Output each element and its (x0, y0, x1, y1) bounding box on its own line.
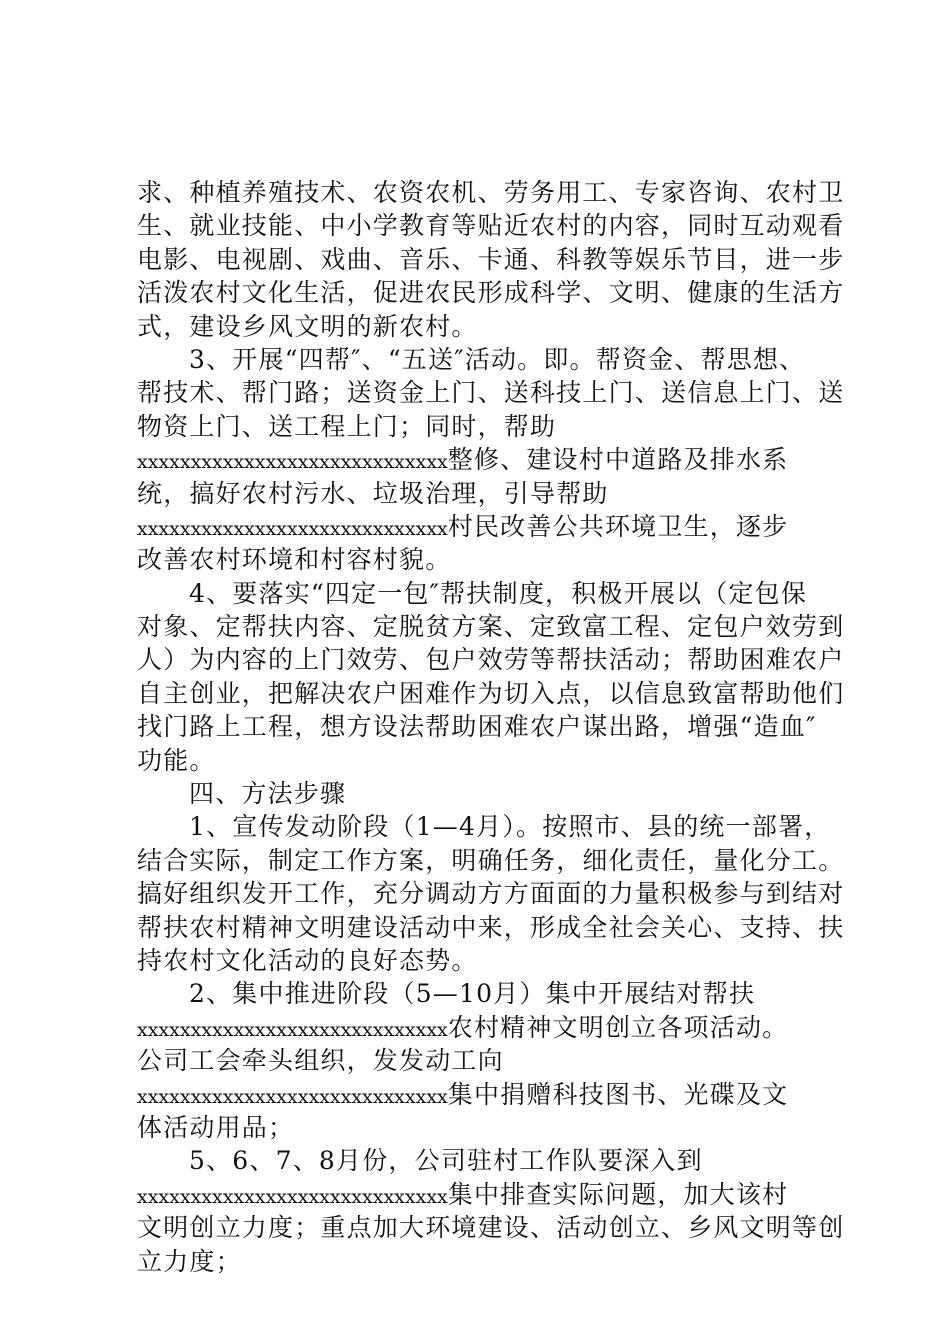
line-text: 立力度； (137, 1246, 242, 1276)
line-text: 体活动用品； (137, 1112, 295, 1142)
placeholder-text: xxxxxxxxxxxxxxxxxxxxxxxxxxxxx (137, 517, 448, 540)
text-line (137, 310, 827, 343)
line-text: 公司工会牵头组织，发发动工向 (137, 1046, 504, 1076)
text-line (137, 810, 831, 843)
line-text: 集中排查实际问题，加大该村 (447, 1179, 789, 1209)
text-line (137, 1178, 827, 1211)
text-line (137, 176, 845, 209)
line-text: 活泼农村文化生活，促进农民形成科学、文明、健康的生活方 (137, 278, 845, 308)
text-line (137, 1144, 827, 1177)
line-text: 文明创立力度；重点加大环境建设、活动创立、乡风文明等创 (137, 1213, 845, 1243)
line-text: 找门路上工程，想方设法帮助困难农户谋出路，增强“造血″ (137, 712, 817, 742)
text-line (137, 777, 827, 810)
line-text: 帮扶农村精神文明建设活动中来，形成全社会关心、支持、扶 (137, 912, 845, 942)
text-line (137, 276, 845, 309)
text-line (137, 443, 827, 476)
line-text: 自主创业，把解决农户困难作为切入点，以信息致富帮助他们 (137, 678, 845, 708)
text-line (137, 677, 845, 710)
text-line (137, 410, 827, 443)
line-text: 搞好组织发开工作，充分调动方方面面的力量积极参与到结对 (137, 879, 845, 909)
line-text: 1、宣传发动阶段（1—4月）。按照市、县的统一部署， (189, 812, 831, 842)
text-line (137, 543, 827, 576)
line-text: 4、要落实“四定一包″帮扶制度，积极开展以（定包保 (189, 578, 808, 608)
line-text: 持农村文化活动的良好态势。 (137, 945, 478, 975)
line-text: 农村精神文明创立各项活动。 (447, 1012, 789, 1042)
text-line (137, 209, 845, 242)
text-line (137, 1044, 827, 1077)
text-line (137, 1011, 827, 1044)
text-line (137, 877, 845, 910)
line-text: 求、种植养殖技术、农资农机、劳务用工、专家咨询、农村卫 (137, 178, 845, 207)
text-line (137, 1078, 827, 1111)
text-line (137, 710, 827, 743)
text-line (137, 510, 827, 543)
text-line (137, 243, 845, 276)
text-line (137, 1111, 827, 1144)
line-text: 整修、建设村中道路及排水系 (447, 445, 789, 475)
placeholder-text: xxxxxxxxxxxxxxxxxxxxxxxxxxxxx (137, 1185, 448, 1208)
line-text: 统，搞好农村污水、垃圾治理，引导帮助 (137, 478, 609, 508)
line-text: 2、集中推进阶段（5—10月）集中开展结对帮扶 (189, 979, 756, 1009)
line-text: 物资上门、送工程上门；同时，帮助 (137, 411, 557, 441)
line-text: 集中捐赠科技图书、光碟及文 (447, 1079, 789, 1109)
text-line (137, 376, 845, 409)
line-text: 电影、电视剧、戏曲、音乐、卡通、科教等娱乐节目，进一步 (137, 244, 845, 274)
line-text: 5、6、7、8月份，公司驻村工作队要深入到 (189, 1146, 703, 1176)
text-line (137, 1245, 827, 1278)
placeholder-text: xxxxxxxxxxxxxxxxxxxxxxxxxxxxx (137, 1018, 448, 1041)
line-text: 帮技术、帮门路；送资金上门、送科技上门、送信息上门、送 (137, 378, 845, 408)
text-line (137, 610, 845, 643)
line-text: 式，建设乡风文明的新农村。 (137, 311, 478, 341)
line-text: 村民改善公共环境卫生，逐步 (447, 511, 789, 541)
placeholder-text: xxxxxxxxxxxxxxxxxxxxxxxxxxxxx (137, 451, 448, 474)
text-line (137, 844, 845, 877)
text-line (137, 643, 845, 676)
line-text: 四、方法步骤 (189, 779, 347, 809)
line-text: 人）为内容的上门效劳、包户效劳等帮扶活动；帮助困难农户 (137, 645, 845, 675)
text-line (137, 577, 827, 610)
document-body (137, 176, 845, 1278)
text-line (137, 911, 845, 944)
text-line (137, 944, 827, 977)
text-line (137, 343, 827, 376)
text-line (137, 977, 827, 1010)
text-line (137, 477, 827, 510)
text-line (137, 744, 827, 777)
line-text: 对象、定帮扶内容、定脱贫方案、定致富工程、定包户效劳到 (137, 612, 845, 642)
line-text: 改善农村环境和村容村貌。 (137, 545, 452, 575)
line-text: 3、开展“四帮″、“五送″活动。即。帮资金、帮思想、 (189, 344, 806, 374)
placeholder-text: xxxxxxxxxxxxxxxxxxxxxxxxxxxxx (137, 1085, 448, 1108)
line-text: 功能。 (137, 745, 216, 775)
line-text: 生、就业技能、中小学教育等贴近农村的内容，同时互动观看 (137, 211, 845, 241)
text-line (137, 1211, 845, 1244)
line-text: 结合实际，制定工作方案，明确任务，细化责任，量化分工。 (137, 845, 845, 875)
